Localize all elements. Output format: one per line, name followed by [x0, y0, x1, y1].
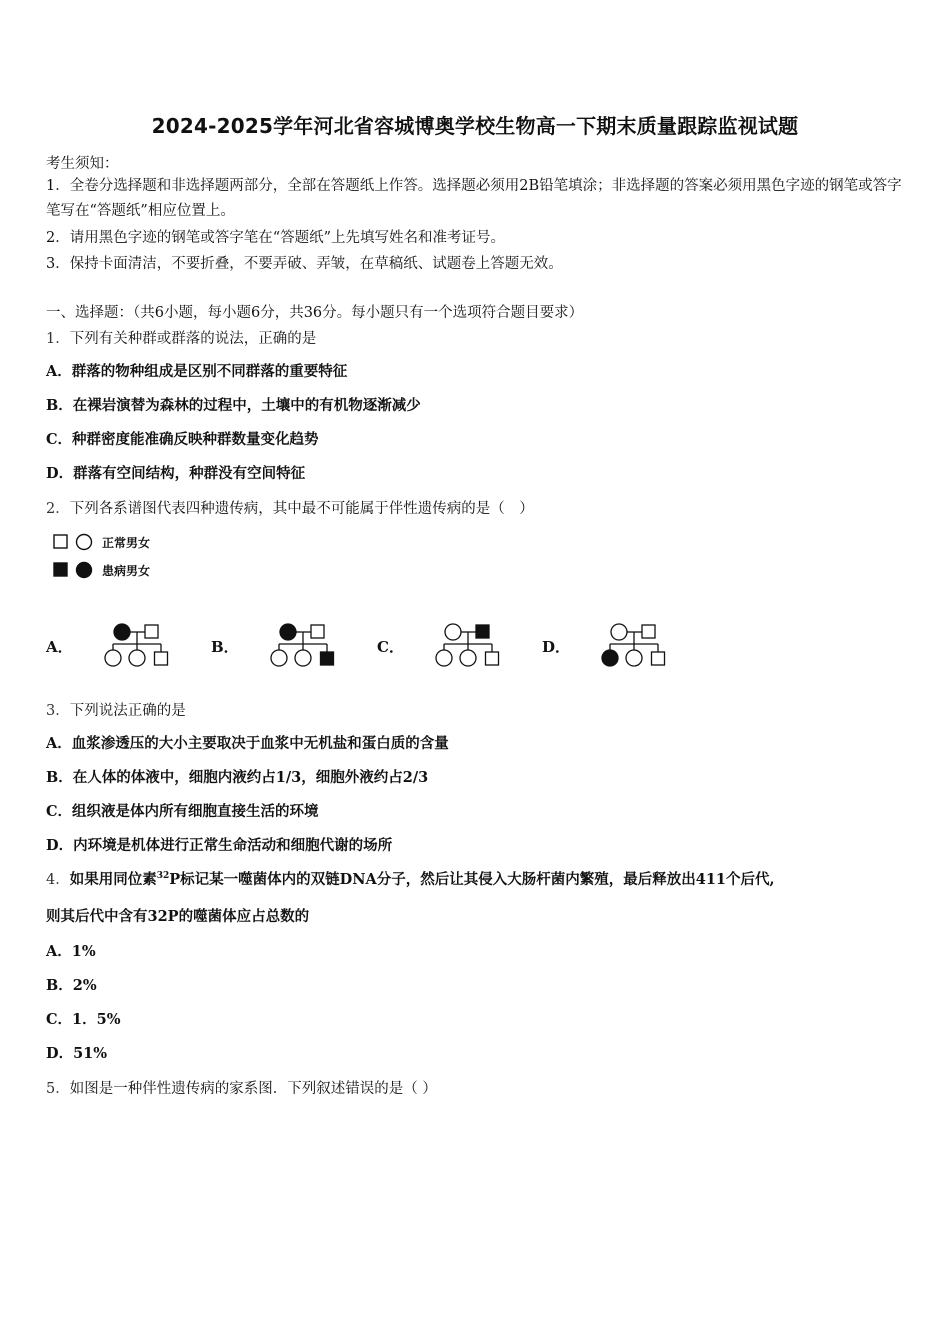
- question-text: 如图是一种伴性遗传病的家系图．下列叙述错误的是（ ）: [69, 1081, 437, 1097]
- pedigree-c-chart: [418, 618, 518, 674]
- pedigree-a-chart: [87, 618, 187, 674]
- pedigree-d-label: D．: [542, 637, 571, 656]
- affected-symbols-icon: [52, 561, 96, 579]
- q3-option-c[interactable]: C．组织液是体内所有细胞直接生活的环境: [46, 803, 319, 820]
- legend-affected: [52, 561, 150, 579]
- question-number: 3．: [46, 703, 70, 719]
- legend-affected-label: 患病男女: [102, 563, 151, 578]
- legend-normal: [52, 533, 150, 551]
- pedigree-b-chart: [253, 618, 353, 674]
- section-heading: 一、选择题：（共6小题，每小题6分，共36分。每小题只有一个选项符合题目要求）: [46, 305, 584, 321]
- q4-option-a[interactable]: A．1%: [46, 943, 96, 960]
- pedigree-d[interactable]: [542, 618, 684, 674]
- q4-option-b[interactable]: B．2%: [46, 977, 97, 994]
- pedigree-c-label: C．: [377, 637, 404, 656]
- question-number: 5．: [46, 1081, 70, 1097]
- pedigree-b[interactable]: [211, 618, 353, 674]
- q1-option-c[interactable]: C．种群密度能准确反映种群数量变化趋势: [46, 431, 319, 448]
- question-text-after: P标记某一噬菌体内的双链DNA分子，然后让其侵入大肠杆菌内繁殖，最后释放出411个后代,: [169, 871, 775, 888]
- q1-option-b[interactable]: B．在裸岩演替为森林的过程中，土壤中的有机物逐渐减少: [46, 397, 421, 414]
- legend-normal-label: 正常男女: [102, 535, 151, 550]
- pedigree-c[interactable]: [377, 618, 518, 674]
- question-number: 1．: [46, 331, 70, 347]
- q3-option-b[interactable]: B．在人体的体液中，细胞内液约占1/3，细胞外液约占2/3: [46, 769, 429, 786]
- notice-item-2: 2．请用黑色字迹的钢笔或答字笔在“答题纸”上先填写姓名和准考证号。: [46, 230, 506, 246]
- page-title: 2024-2025学年河北省容城博奥学校生物高一下期末质量跟踪监视试题: [151, 114, 799, 138]
- question-4: [46, 868, 775, 889]
- q1-option-a[interactable]: A．群落的物种组成是区别不同群落的重要特征: [46, 363, 348, 380]
- notice-item-3: 3．保持卡面清洁，不要折叠，不要弄破、弄皱，在草稿纸、试题卷上答题无效。: [46, 256, 563, 272]
- pedigree-d-chart: [584, 618, 684, 674]
- notice-item-1: 1．全卷分选择题和非选择题两部分，全部在答题纸上作答。选择题必须用2B铅笔填涂；非选择题的答案必须用黑色字迹的钢笔或答字笔写在“答题纸”相应位置上。: [46, 178, 902, 219]
- pedigree-a-label: A．: [46, 637, 73, 656]
- question-text-before: 如果用同位素: [69, 871, 157, 888]
- question-4-line2: 则其后代中含有32P的噬菌体应占总数的: [46, 908, 310, 925]
- q1-option-d[interactable]: D．群落有空间结构，种群没有空间特征: [46, 465, 306, 482]
- question-number: 2．: [46, 501, 70, 517]
- q3-option-d[interactable]: D．内环境是机体进行正常生命活动和细胞代谢的场所: [46, 837, 393, 854]
- question-5: [46, 1077, 437, 1098]
- pedigree-b-label: B．: [211, 637, 239, 656]
- question-3: [46, 699, 186, 720]
- pedigree-a[interactable]: [46, 618, 187, 674]
- isotope-superscript: 32: [156, 871, 170, 882]
- q4-option-d[interactable]: D．51%: [46, 1045, 108, 1062]
- question-2: [46, 497, 534, 518]
- question-text: 下列有关种群或群落的说法，正确的是: [69, 331, 317, 347]
- question-text: 下列各系谱图代表四种遗传病，其中最不可能属于伴性遗传病的是（ ）: [69, 501, 534, 517]
- q3-option-a[interactable]: A．血浆渗透压的大小主要取决于血浆中无机盐和蛋白质的含量: [46, 735, 449, 752]
- question-text: 下列说法正确的是: [69, 703, 186, 719]
- normal-symbols-icon: [52, 533, 96, 551]
- notice-heading: 考生须知：: [46, 156, 119, 172]
- question-1: [46, 327, 316, 348]
- question-number: 4．: [46, 872, 70, 888]
- q4-option-c[interactable]: C．1．5%: [46, 1011, 121, 1028]
